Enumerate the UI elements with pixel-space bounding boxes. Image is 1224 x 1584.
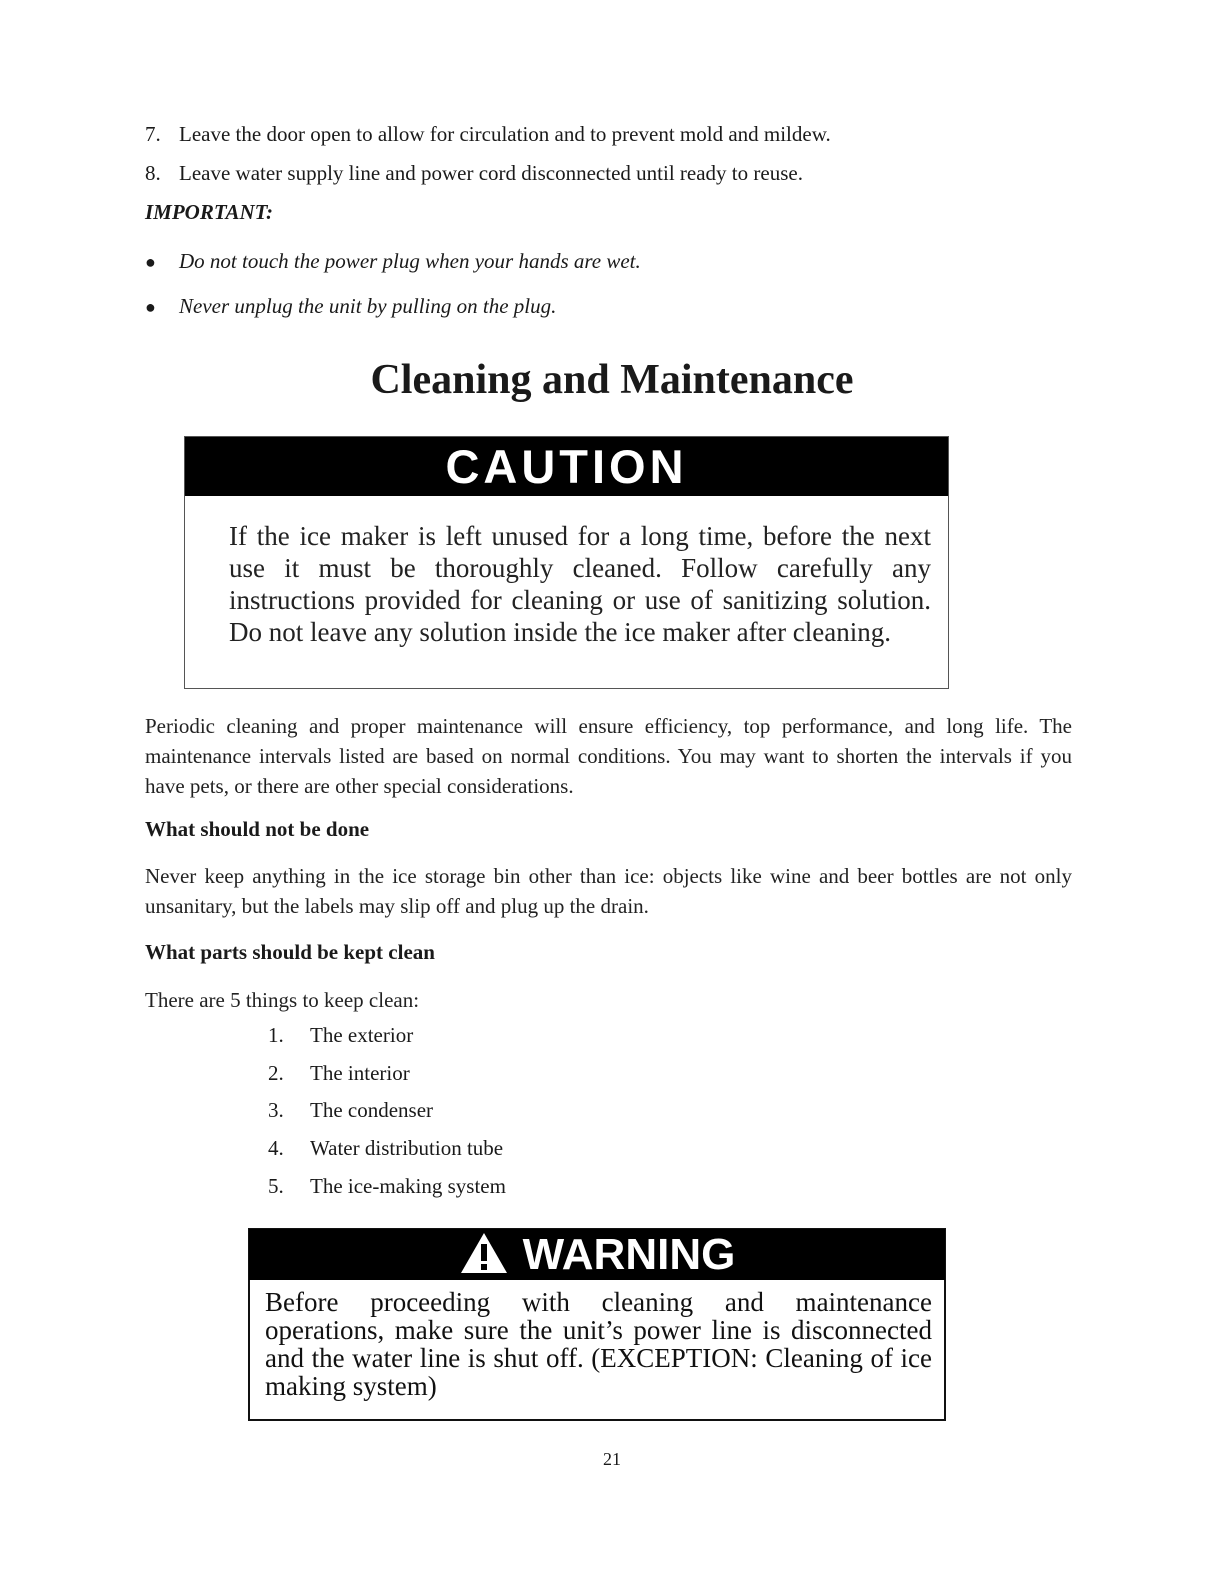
list-text: Leave water supply line and power cord disconnected until ready to reuse.	[179, 161, 803, 185]
bullet-item	[145, 294, 556, 319]
bullet-text: Never unplug the unit by pulling on the plug.	[179, 294, 557, 318]
list-number: 7.	[145, 122, 161, 146]
section-title: Cleaning and Maintenance	[370, 357, 854, 403]
list-number: 1.	[268, 1023, 284, 1047]
list-number: 5.	[268, 1174, 284, 1198]
warning-title-row	[249, 1229, 945, 1280]
list-text: The ice-making system	[310, 1174, 506, 1198]
bullet-icon: ●	[145, 297, 156, 317]
list-number: 8.	[145, 161, 161, 185]
list-text: Leave the door open to allow for circulation and to prevent mold and mildew.	[179, 122, 831, 146]
list-number: 2.	[268, 1061, 284, 1085]
not-done-paragraph: Never keep anything in the ice storage bin other than ice: objects like wine and beer bottles are not only unsanitary, but the labels may slip off and plug up the drain.	[145, 864, 1072, 918]
bullet-icon: ●	[145, 252, 156, 272]
list-number: 4.	[268, 1136, 284, 1160]
not-done-heading: What should not be done	[145, 817, 370, 841]
list-text: The exterior	[310, 1023, 414, 1047]
bullet-text: Do not touch the power plug when your hands are wet.	[179, 249, 641, 273]
list-text: The condenser	[310, 1098, 434, 1122]
list-text: The interior	[310, 1061, 410, 1085]
list-item	[145, 122, 831, 147]
list-item	[145, 161, 803, 186]
caution-title: CAUTION	[445, 440, 688, 493]
list-item	[268, 1098, 433, 1123]
caution-text: If the ice maker is left unused for a long time, before the next use it must be thoroughly cleaned. Follow carefully any instructions provided for cleaning or use of sanitizing solution. Do not leave any solution inside the ice maker after cleaning.	[229, 521, 931, 647]
warning-triangle-icon	[459, 1231, 509, 1275]
list-number: 3.	[268, 1098, 284, 1122]
page-number: 21	[603, 1449, 621, 1469]
keep-clean-heading: What parts should be kept clean	[145, 940, 435, 964]
bullet-item	[145, 249, 641, 274]
list-item	[268, 1136, 503, 1161]
important-label: IMPORTANT:	[145, 200, 273, 224]
list-item	[268, 1174, 506, 1199]
list-text: Water distribution tube	[310, 1136, 504, 1160]
warning-text: Before proceeding with cleaning and maintenance operations, make sure the unit’s power line is disconnected and the water line is shut off. (EXCEPTION: Cleaning of ice making system)	[265, 1287, 932, 1401]
list-item	[268, 1061, 410, 1086]
keep-clean-intro: There are 5 things to keep clean:	[145, 988, 420, 1012]
intro-paragraph: Periodic cleaning and proper maintenance will ensure efficiency, top performance, and long life. The maintenance intervals listed are based on normal conditions. You may want to shorten the intervals if you have pets, or there are other special considerations.	[145, 714, 1072, 798]
list-item	[268, 1023, 413, 1048]
warning-title: WARNING	[522, 1230, 736, 1279]
